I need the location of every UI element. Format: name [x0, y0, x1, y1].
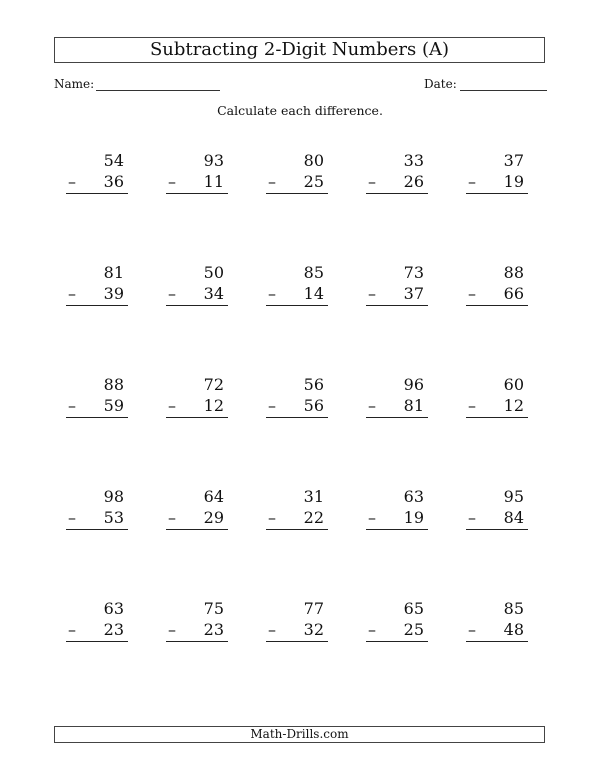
subtrahend: 48 — [503, 620, 524, 639]
subtrahend: 23 — [103, 620, 124, 639]
problem-item — [464, 152, 524, 198]
answer-line — [366, 305, 428, 306]
answer-line — [266, 529, 328, 530]
minuend: 96 — [403, 375, 424, 394]
minus-sign: – — [168, 396, 176, 415]
problem-item — [464, 264, 524, 310]
subtrahend: 12 — [503, 396, 524, 415]
minuend: 31 — [303, 487, 324, 506]
minus-sign: – — [168, 172, 176, 191]
date-label: Date: — [424, 77, 457, 91]
name-label: Name: — [54, 77, 95, 91]
minus-sign: – — [268, 508, 276, 527]
problem-item — [164, 376, 224, 422]
minuend: 63 — [103, 599, 124, 618]
minuend: 75 — [203, 599, 224, 618]
problem-item — [164, 264, 224, 310]
problem-item — [264, 488, 324, 534]
subtrahend: 34 — [203, 284, 224, 303]
minus-sign: – — [368, 172, 376, 191]
problem-item — [64, 264, 124, 310]
answer-line — [166, 529, 228, 530]
minuend: 64 — [203, 487, 224, 506]
minuend: 33 — [403, 151, 424, 170]
problem-item — [64, 488, 124, 534]
minus-sign: – — [468, 508, 476, 527]
answer-line — [166, 305, 228, 306]
problem-item — [464, 488, 524, 534]
problem-item — [364, 600, 424, 646]
problem-item — [64, 376, 124, 422]
minuend: 37 — [503, 151, 524, 170]
problem-item — [364, 152, 424, 198]
minus-sign: – — [168, 284, 176, 303]
minus-sign: – — [68, 284, 76, 303]
minuend: 54 — [103, 151, 124, 170]
subtrahend: 19 — [403, 508, 424, 527]
subtrahend: 25 — [303, 172, 324, 191]
minuend: 56 — [303, 375, 324, 394]
subtrahend: 66 — [503, 284, 524, 303]
subtrahend: 81 — [403, 396, 424, 415]
answer-line — [266, 193, 328, 194]
minuend: 72 — [203, 375, 224, 394]
minuend: 80 — [303, 151, 324, 170]
problem-item — [364, 376, 424, 422]
answer-line — [466, 193, 528, 194]
minus-sign: – — [368, 620, 376, 639]
minuend: 88 — [103, 375, 124, 394]
answer-line — [166, 193, 228, 194]
minus-sign: – — [468, 396, 476, 415]
minus-sign: – — [168, 620, 176, 639]
minus-sign: – — [468, 284, 476, 303]
minuend: 60 — [503, 375, 524, 394]
subtrahend: 26 — [403, 172, 424, 191]
subtrahend: 39 — [103, 284, 124, 303]
answer-line — [166, 641, 228, 642]
minuend: 81 — [103, 263, 124, 282]
answer-line — [66, 417, 128, 418]
minuend: 73 — [403, 263, 424, 282]
minus-sign: – — [468, 172, 476, 191]
subtrahend: 32 — [303, 620, 324, 639]
minuend: 77 — [303, 599, 324, 618]
problem-item — [464, 376, 524, 422]
minus-sign: – — [368, 396, 376, 415]
problem-item — [264, 152, 324, 198]
answer-line — [266, 305, 328, 306]
minus-sign: – — [368, 508, 376, 527]
answer-line — [166, 417, 228, 418]
minuend: 85 — [503, 599, 524, 618]
problem-item — [264, 600, 324, 646]
problem-item — [164, 600, 224, 646]
subtrahend: 37 — [403, 284, 424, 303]
problem-item — [364, 264, 424, 310]
subtrahend: 84 — [503, 508, 524, 527]
subtrahend: 11 — [203, 172, 224, 191]
subtrahend: 29 — [203, 508, 224, 527]
minus-sign: – — [68, 396, 76, 415]
problem-item — [64, 600, 124, 646]
minus-sign: – — [268, 284, 276, 303]
problem-item — [264, 264, 324, 310]
minus-sign: – — [268, 620, 276, 639]
minuend: 88 — [503, 263, 524, 282]
problem-item — [364, 488, 424, 534]
minuend: 98 — [103, 487, 124, 506]
subtrahend: 22 — [303, 508, 324, 527]
subtrahend: 14 — [303, 284, 324, 303]
answer-line — [366, 193, 428, 194]
problem-item — [164, 488, 224, 534]
subtrahend: 25 — [403, 620, 424, 639]
subtrahend: 36 — [103, 172, 124, 191]
subtrahend: 12 — [203, 396, 224, 415]
subtrahend: 19 — [503, 172, 524, 191]
minus-sign: – — [168, 508, 176, 527]
problem-item — [164, 152, 224, 198]
answer-line — [466, 529, 528, 530]
minus-sign: – — [68, 508, 76, 527]
problem-item — [64, 152, 124, 198]
worksheet-title: Subtracting 2-Digit Numbers (A) — [54, 37, 545, 63]
minus-sign: – — [268, 172, 276, 191]
answer-line — [66, 193, 128, 194]
answer-line — [466, 305, 528, 306]
footer-brand: Math-Drills.com — [54, 726, 545, 743]
minuend: 85 — [303, 263, 324, 282]
answer-line — [66, 305, 128, 306]
subtrahend: 56 — [303, 396, 324, 415]
answer-line — [366, 641, 428, 642]
subtrahend: 53 — [103, 508, 124, 527]
minuend: 63 — [403, 487, 424, 506]
answer-line — [266, 417, 328, 418]
minuend: 95 — [503, 487, 524, 506]
answer-line — [466, 641, 528, 642]
minuend: 93 — [203, 151, 224, 170]
minus-sign: – — [368, 284, 376, 303]
answer-line — [66, 641, 128, 642]
subtrahend: 59 — [103, 396, 124, 415]
subtrahend: 23 — [203, 620, 224, 639]
answer-line — [66, 529, 128, 530]
minus-sign: – — [68, 172, 76, 191]
minus-sign: – — [468, 620, 476, 639]
problem-item — [264, 376, 324, 422]
answer-line — [266, 641, 328, 642]
minuend: 65 — [403, 599, 424, 618]
minus-sign: – — [268, 396, 276, 415]
answer-line — [366, 529, 428, 530]
minus-sign: – — [68, 620, 76, 639]
minuend: 50 — [203, 263, 224, 282]
answer-line — [466, 417, 528, 418]
problem-item — [464, 600, 524, 646]
instruction-text: Calculate each difference. — [217, 103, 383, 118]
answer-line — [366, 417, 428, 418]
